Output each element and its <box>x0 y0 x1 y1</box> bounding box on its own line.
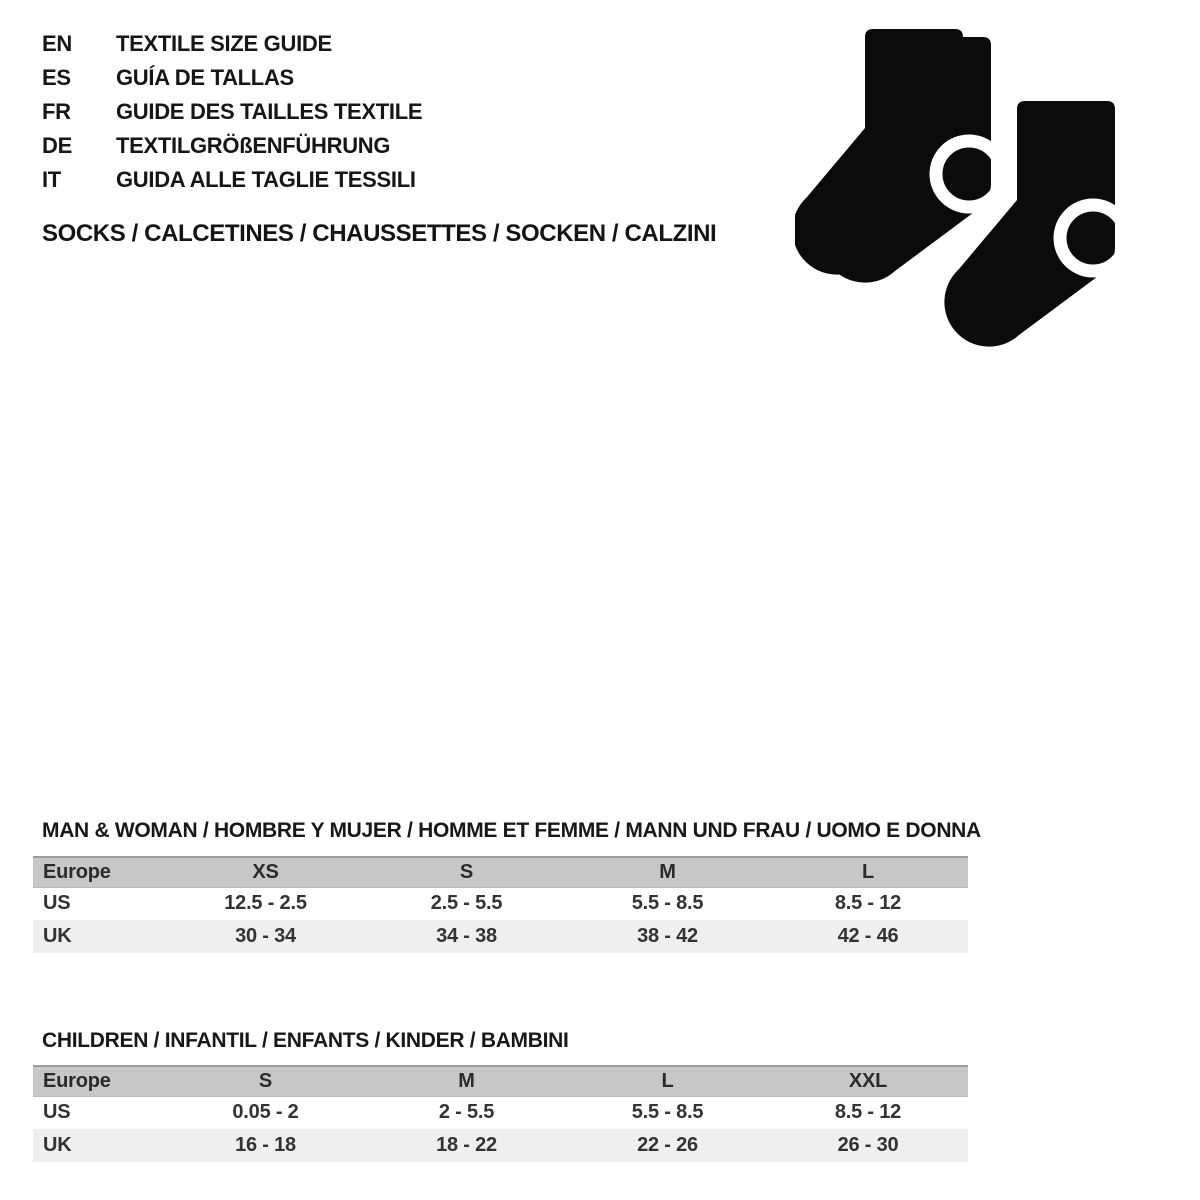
column-header-size: S <box>165 1066 366 1096</box>
size-cell: 5.5 - 8.5 <box>631 892 704 915</box>
size-cell: 26 - 30 <box>837 1134 899 1156</box>
table-row-us <box>33 887 968 920</box>
language-title: TEXTILGRÖßENFÜHRUNG <box>116 133 391 158</box>
size-cell: 0.05 - 2 <box>232 1101 299 1124</box>
size-cell: 18 - 22 <box>436 1134 497 1156</box>
socks-icon <box>795 25 1115 355</box>
table-header-row <box>33 1066 968 1096</box>
language-title: GUIDE DES TAILLES TEXTILE <box>116 99 423 124</box>
column-header-size: S <box>366 857 567 887</box>
size-cell: 22 - 26 <box>637 1134 698 1156</box>
column-header-size: XS <box>165 857 366 887</box>
language-code: FR <box>42 99 71 124</box>
language-title: TEXTILE SIZE GUIDE <box>116 31 332 56</box>
language-title: GUIDA ALLE TAGLIE TESSILI <box>116 167 416 192</box>
size-cell: 8.5 - 12 <box>834 1101 902 1124</box>
size-table-title-children: CHILDREN / INFANTIL / ENFANTS / KINDER / BAMBINI <box>42 1029 569 1052</box>
size-cell: 30 - 34 <box>235 925 296 947</box>
column-header-size: M <box>567 857 768 887</box>
language-row <box>42 95 422 129</box>
language-code: ES <box>42 65 71 90</box>
size-cell: 42 - 46 <box>837 925 899 947</box>
row-label: US <box>43 1101 71 1124</box>
language-code: IT <box>42 167 61 192</box>
column-header-size: M <box>366 1066 567 1096</box>
product-category-title: SOCKS / CALCETINES / CHAUSSETTES / SOCKEN / CALZINI <box>42 220 717 247</box>
table-row-uk <box>33 1129 968 1162</box>
row-label: UK <box>43 925 72 947</box>
size-cell: 2 - 5.5 <box>438 1101 495 1124</box>
language-guide-list <box>42 27 422 197</box>
language-code: DE <box>42 133 72 158</box>
language-row <box>42 163 422 197</box>
row-label: UK <box>43 1134 72 1156</box>
table-row-us <box>33 1096 968 1129</box>
column-header-size: XXL <box>768 1066 968 1096</box>
table-header-row <box>33 857 968 887</box>
size-table-children <box>33 1065 968 1162</box>
column-header-size: L <box>768 857 968 887</box>
size-cell: 2.5 - 5.5 <box>430 892 503 915</box>
row-label: US <box>43 892 71 915</box>
column-header-region: Europe <box>33 857 165 887</box>
column-header-size: L <box>567 1066 768 1096</box>
size-table-man-woman <box>33 856 968 953</box>
column-header-region: Europe <box>33 1066 165 1096</box>
table-row-uk <box>33 920 968 953</box>
language-title: GUÍA DE TALLAS <box>116 65 294 90</box>
language-row <box>42 27 422 61</box>
language-row <box>42 61 422 95</box>
language-code: EN <box>42 31 72 56</box>
size-cell: 5.5 - 8.5 <box>631 1101 704 1124</box>
size-cell: 12.5 - 2.5 <box>224 892 307 915</box>
language-row <box>42 129 422 163</box>
size-cell: 16 - 18 <box>235 1134 296 1156</box>
size-cell: 38 - 42 <box>637 925 698 947</box>
size-table-title-man-woman: MAN & WOMAN / HOMBRE Y MUJER / HOMME ET FEMME / MANN UND FRAU / UOMO E DONNA <box>42 819 981 842</box>
size-cell: 8.5 - 12 <box>834 892 902 915</box>
size-cell: 34 - 38 <box>436 925 497 947</box>
